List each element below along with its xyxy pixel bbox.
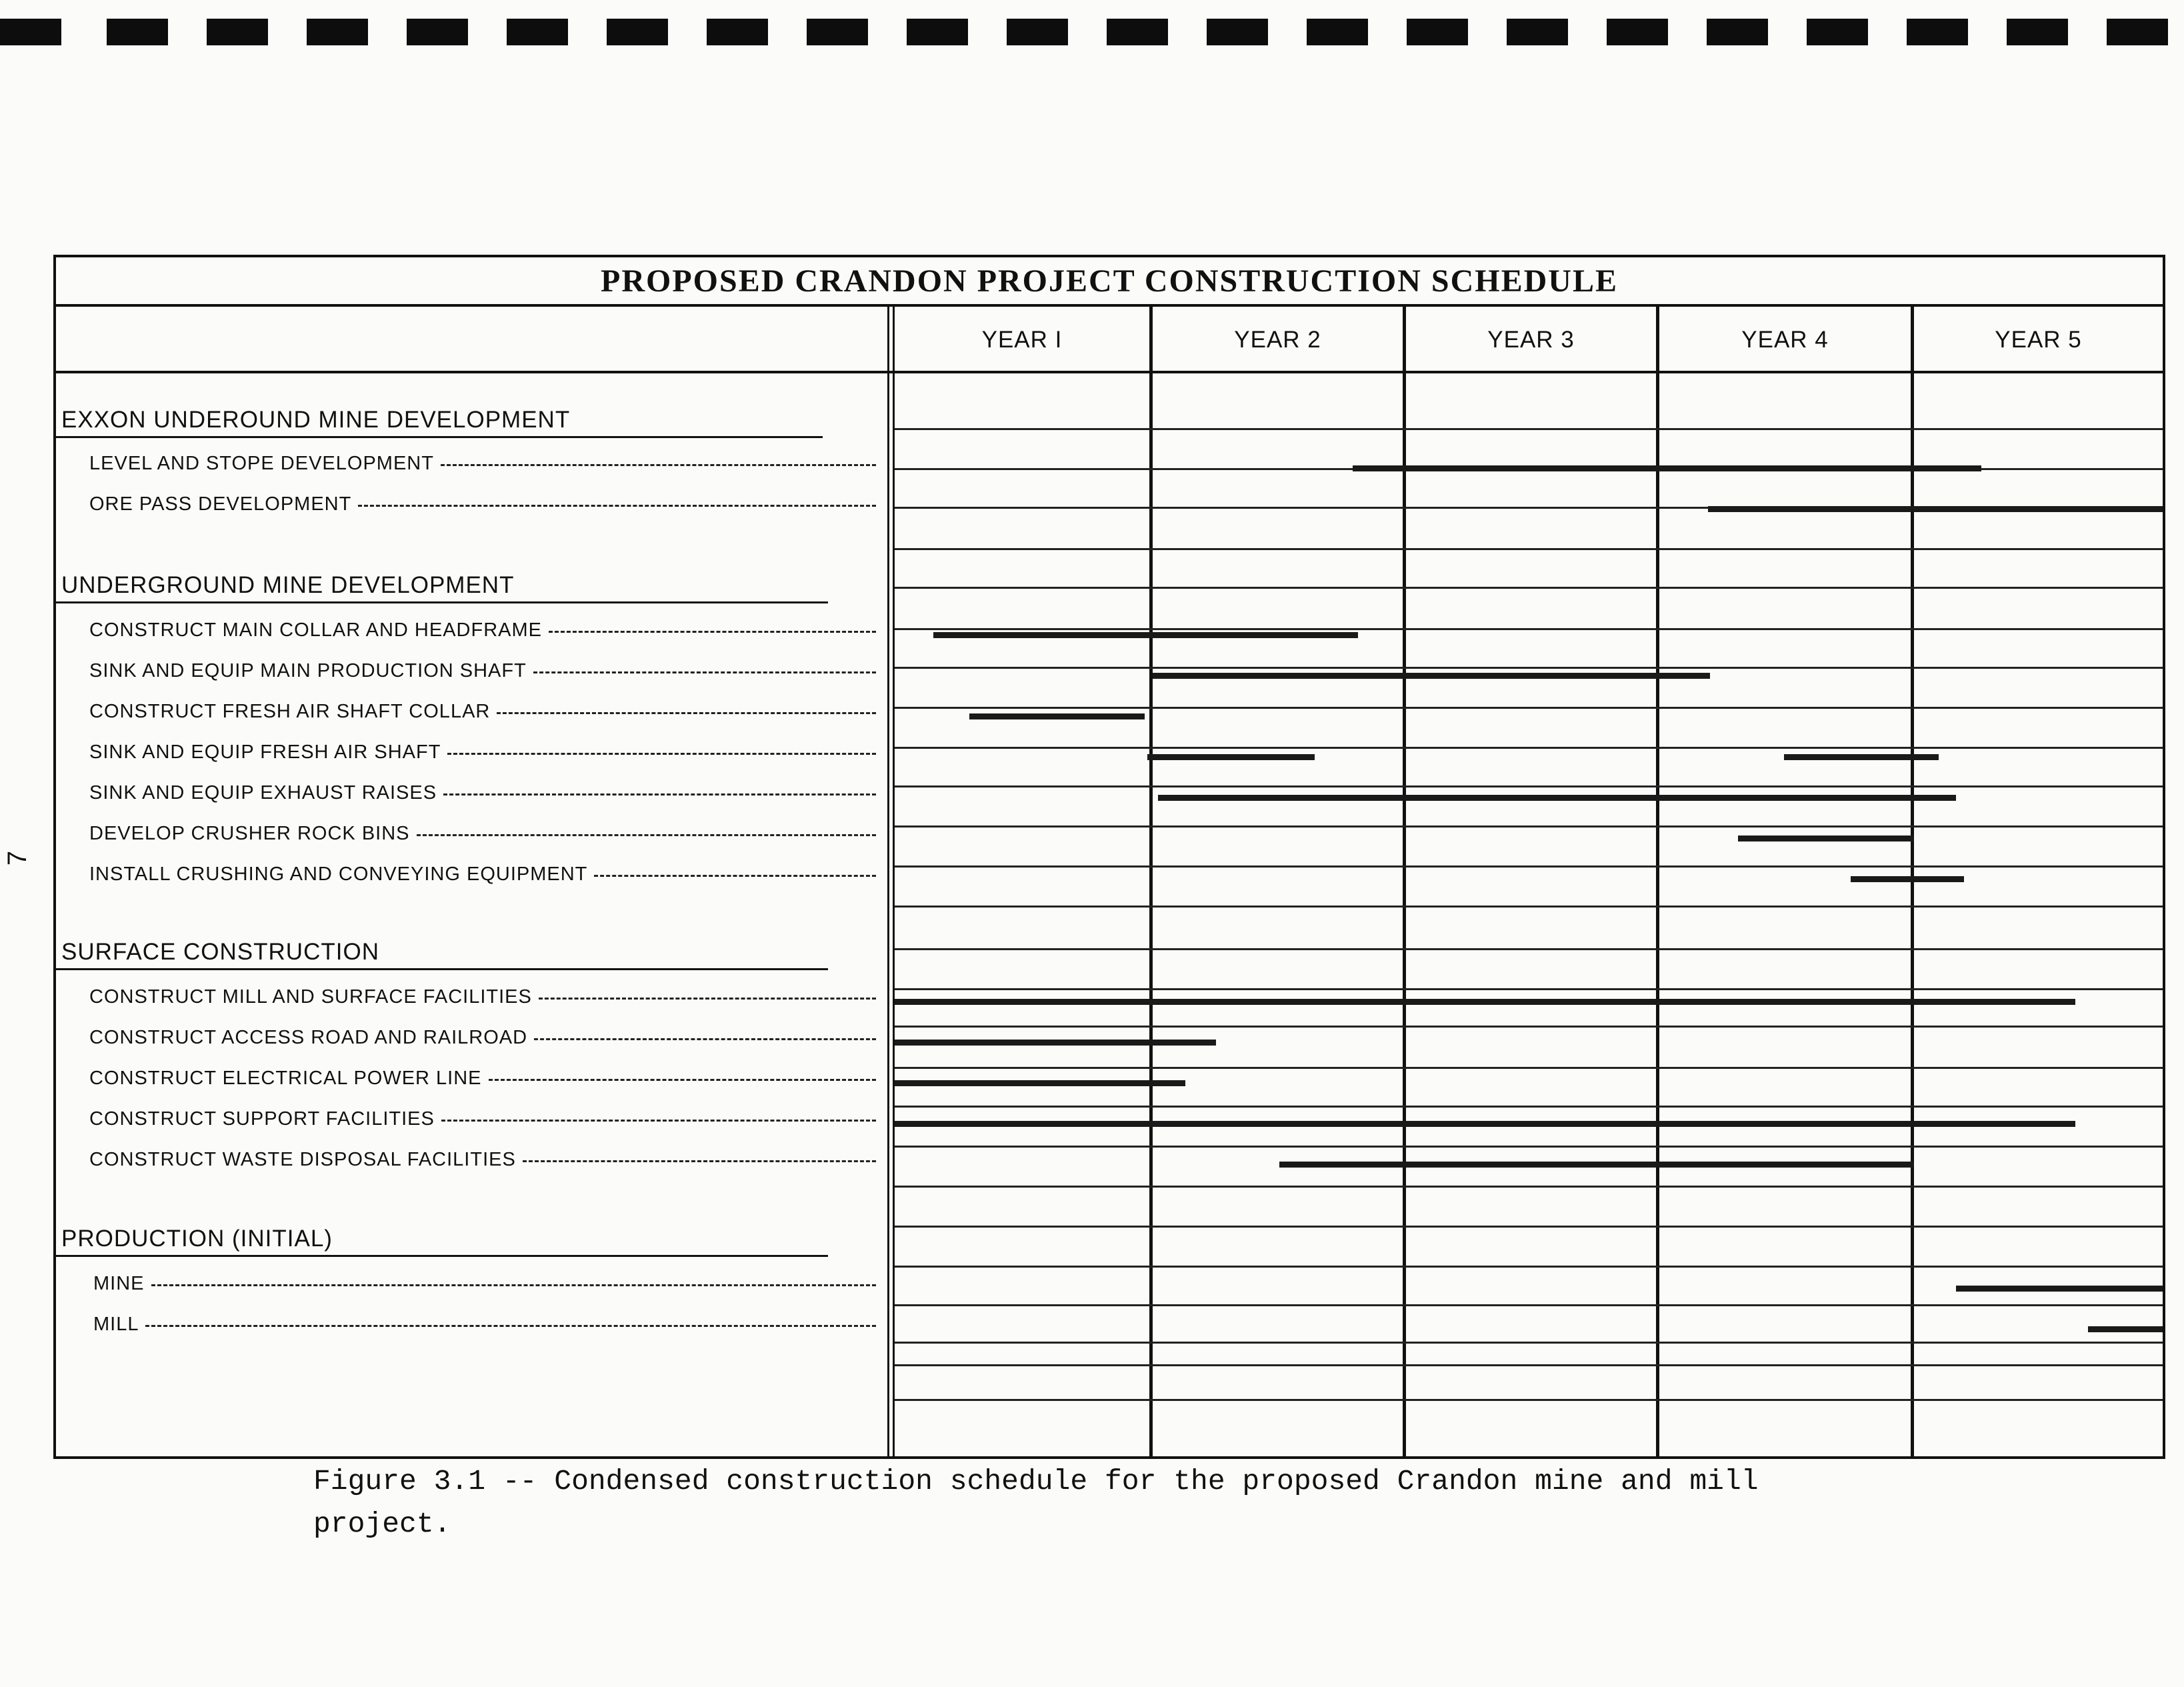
label-column-divider-inner: [893, 307, 895, 1459]
binder-hole: [707, 19, 768, 45]
task-label: CONSTRUCT ELECTRICAL POWER LINE: [89, 1068, 482, 1089]
grid-row-line: [895, 428, 2163, 430]
section-title: UNDERGROUND MINE DEVELOPMENT: [61, 572, 515, 598]
schedule-bar: [1956, 1286, 2163, 1292]
task-label: CONSTRUCT MILL AND SURFACE FACILITIES: [89, 986, 532, 1008]
schedule-bar: [933, 632, 1358, 638]
grid-row-line: [895, 587, 2163, 589]
binder-hole: [1307, 19, 1368, 45]
grid-row-line: [895, 1106, 2163, 1108]
year-divider-3: [1656, 307, 1659, 1459]
task-label: CONSTRUCT FRESH AIR SHAFT COLLAR: [89, 701, 491, 722]
schedule-bar: [1279, 1162, 1914, 1168]
binder-hole: [907, 19, 968, 45]
grid-row-line: [895, 785, 2163, 787]
binder-hole: [1407, 19, 1468, 45]
figure-caption: Figure 3.1 -- Condensed construction schedule for the proposed Crandon mine and mill project.: [313, 1465, 1759, 1540]
year-3-header: YEAR 3: [1487, 327, 1575, 353]
grid-row-line: [895, 988, 2163, 990]
schedule-bar: [1153, 673, 1710, 679]
leader-line: [594, 875, 876, 877]
schedule-bar: [2088, 1326, 2163, 1332]
task-label: SINK AND EQUIP EXHAUST RAISES: [89, 782, 437, 803]
task-label: CONSTRUCT SUPPORT FACILITIES: [89, 1108, 435, 1130]
task-label: ORE PASS DEVELOPMENT: [89, 493, 352, 515]
binder-hole: [1507, 19, 1568, 45]
leader-line: [417, 834, 876, 836]
label-column-divider: [887, 307, 889, 1459]
schedule-bar: [895, 1040, 1216, 1046]
binder-hole: [1907, 19, 1968, 45]
grid-row-line: [895, 906, 2163, 908]
section-underline: [56, 436, 823, 438]
leader-line: [358, 505, 876, 507]
leader-line: [443, 793, 876, 795]
binder-hole: [507, 19, 568, 45]
schedule-bar: [895, 1080, 1185, 1086]
schedule-bar: [1147, 754, 1315, 760]
binder-hole: [0, 19, 61, 45]
binder-hole: [107, 19, 168, 45]
task-label: CONSTRUCT WASTE DISPOSAL FACILITIES: [89, 1149, 516, 1170]
binder-hole: [607, 19, 668, 45]
binder-hole: [1107, 19, 1168, 45]
schedule-bar: [895, 999, 2075, 1005]
leader-line: [441, 464, 876, 466]
grid-row-line: [895, 1026, 2163, 1028]
section-underline: [56, 601, 828, 603]
schedule-bar: [1738, 835, 1914, 841]
binder-hole: [2007, 19, 2068, 45]
task-label: MINE: [93, 1273, 145, 1294]
leader-line: [151, 1284, 877, 1286]
grid-row-line: [895, 548, 2163, 550]
leader-line: [549, 631, 876, 633]
year-divider-1: [1149, 307, 1153, 1459]
schedule-title: PROPOSED CRANDON PROJECT CONSTRUCTION SCHEDULE: [56, 257, 2163, 307]
grid-row-line: [895, 1186, 2163, 1188]
grid-row-line: [895, 628, 2163, 630]
task-label: SINK AND EQUIP FRESH AIR SHAFT: [89, 741, 441, 763]
task-label: LEVEL AND STOPE DEVELOPMENT: [89, 453, 434, 474]
section-title: EXXON UNDEROUND MINE DEVELOPMENT: [61, 407, 571, 433]
year-1-header: YEAR I: [981, 327, 1063, 353]
schedule-bar: [1851, 876, 1964, 882]
binder-hole: [807, 19, 868, 45]
task-label: CONSTRUCT ACCESS ROAD AND RAILROAD: [89, 1027, 528, 1048]
schedule-bar: [1353, 465, 1981, 471]
grid-row-line: [895, 1364, 2163, 1366]
binder-hole: [2107, 19, 2168, 45]
binder-hole: [407, 19, 468, 45]
year-divider-4: [1911, 307, 1914, 1459]
binder-hole: [1807, 19, 1868, 45]
binder-hole: [307, 19, 368, 45]
section-title: PRODUCTION (INITIAL): [61, 1226, 333, 1252]
grid-row-line: [895, 1226, 2163, 1228]
leader-line: [497, 712, 876, 714]
binder-hole: [1207, 19, 1268, 45]
grid-row-line: [895, 1399, 2163, 1401]
grid-row-line: [895, 707, 2163, 709]
binder-hole: [1707, 19, 1768, 45]
task-label: CONSTRUCT MAIN COLLAR AND HEADFRAME: [89, 619, 542, 641]
page-number: 7: [3, 850, 32, 866]
schedule-bar: [1708, 506, 2163, 512]
binder-hole: [1007, 19, 1068, 45]
grid-row-line: [895, 1304, 2163, 1306]
leader-line: [145, 1325, 876, 1327]
leader-line: [441, 1120, 876, 1122]
header-rule: [56, 371, 2163, 373]
year-4-header: YEAR 4: [1741, 327, 1829, 353]
year-divider-2: [1403, 307, 1406, 1459]
schedule-bar: [1784, 754, 1939, 760]
schedule-bar: [1158, 795, 1957, 801]
task-label: INSTALL CRUSHING AND CONVEYING EQUIPMENT: [89, 864, 588, 885]
leader-line: [489, 1079, 876, 1081]
schedule-bar: [969, 713, 1145, 719]
section-title: SURFACE CONSTRUCTION: [61, 939, 379, 965]
grid-row-line: [895, 667, 2163, 669]
construction-schedule-chart: [53, 255, 2165, 1459]
task-label: MILL: [93, 1314, 139, 1335]
grid-row-line: [895, 948, 2163, 950]
leader-line: [533, 671, 876, 673]
year-5-header: YEAR 5: [1995, 327, 2082, 353]
grid-row-line: [895, 1067, 2163, 1069]
leader-line: [539, 998, 876, 1000]
binder-hole: [207, 19, 268, 45]
binder-holes: [0, 0, 2184, 53]
grid-row-line: [895, 1342, 2163, 1344]
grid-row-line: [895, 866, 2163, 868]
task-label: SINK AND EQUIP MAIN PRODUCTION SHAFT: [89, 660, 527, 681]
task-label: DEVELOP CRUSHER ROCK BINS: [89, 823, 410, 844]
grid-row-line: [895, 825, 2163, 827]
year-2-header: YEAR 2: [1234, 327, 1321, 353]
binder-hole: [1607, 19, 1668, 45]
leader-line: [447, 753, 876, 755]
grid-row-line: [895, 1266, 2163, 1268]
leader-line: [523, 1160, 876, 1162]
section-underline: [56, 968, 828, 970]
grid-row-line: [895, 747, 2163, 749]
section-underline: [56, 1255, 828, 1257]
leader-line: [534, 1038, 876, 1040]
schedule-bar: [895, 1121, 2075, 1127]
grid-row-line: [895, 1146, 2163, 1148]
